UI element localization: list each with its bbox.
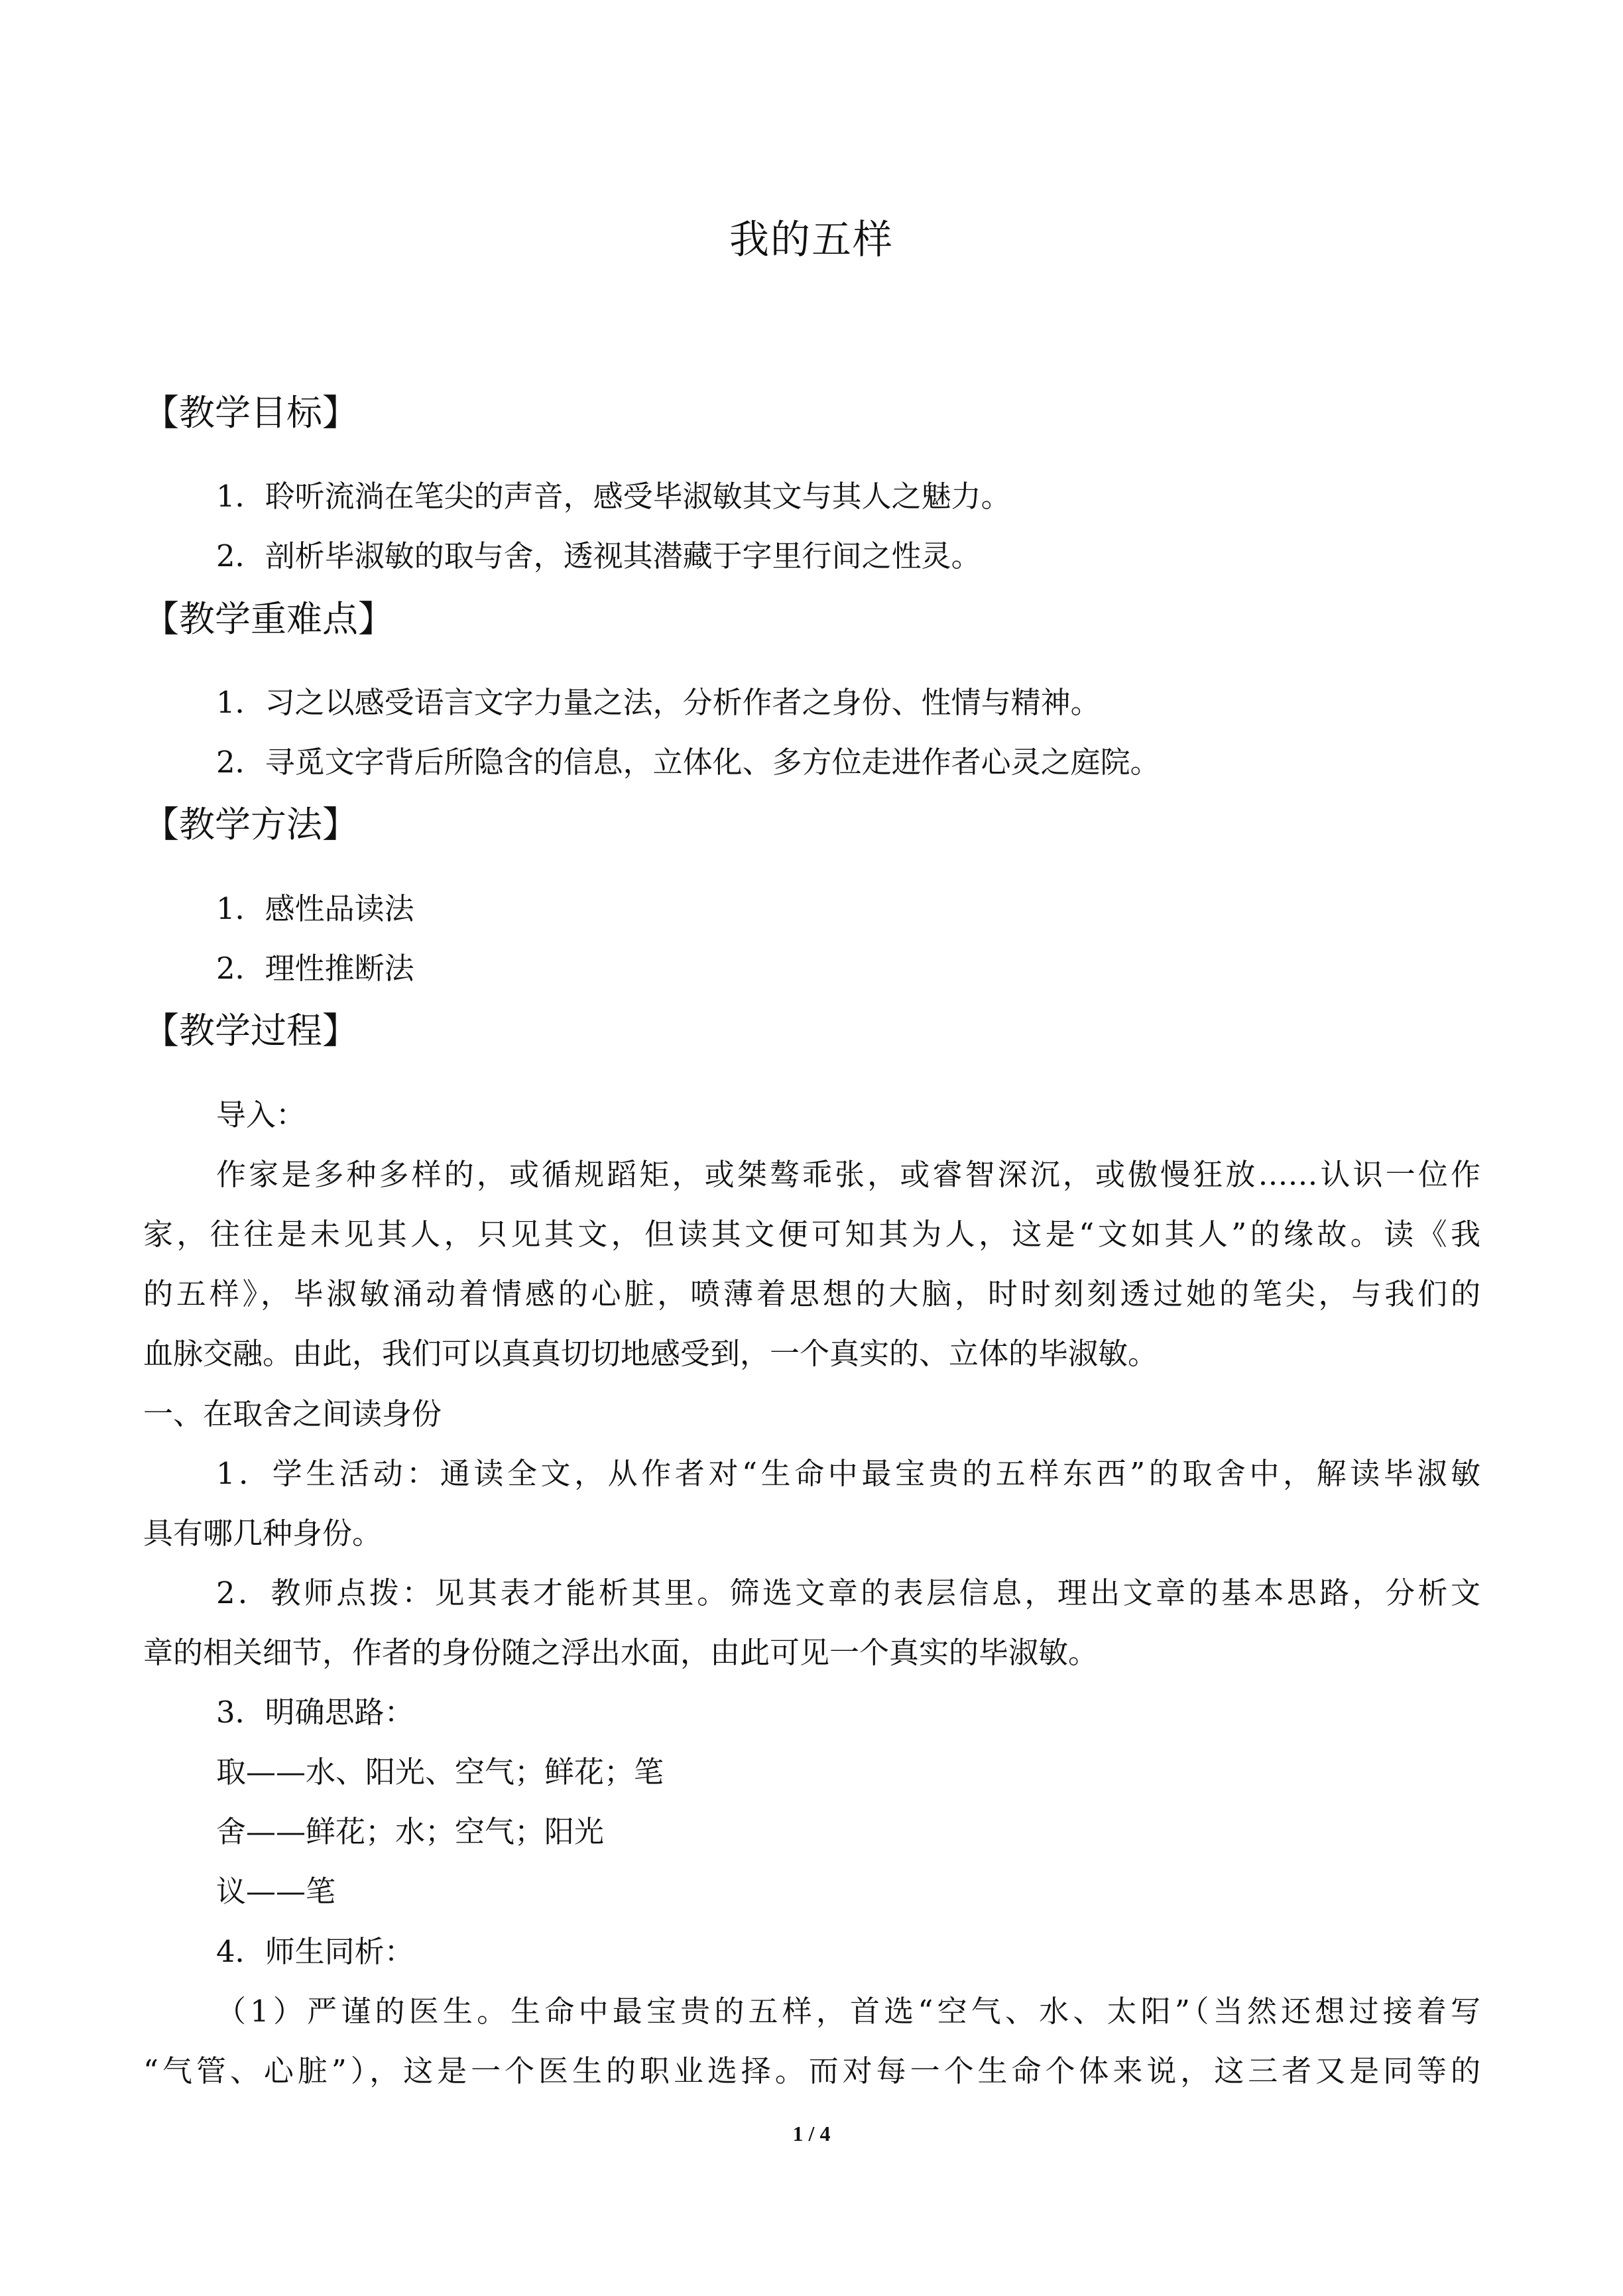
objective-item: 1．聆听流淌在笔尖的声音，感受毕淑敏其文与其人之魅力。 — [216, 479, 1011, 514]
page-title: 我的五样 — [729, 217, 894, 263]
section-heading-objectives: 【教学目标】 — [143, 392, 358, 434]
part-one-title: 一、在取舍之间读身份 — [143, 1396, 442, 1431]
key-point-item: 1．习之以感受语言文字力量之法，分析作者之身份、性情与精神。 — [216, 685, 1101, 720]
section-heading-methods: 【教学方法】 — [143, 804, 358, 845]
student-activity-line: 1．学生活动：通读全文，从作者对“生命中最宝贵的五样东西”的取舍中，解读毕淑敏 — [216, 1456, 1480, 1491]
intro-label: 导入： — [216, 1097, 306, 1132]
key-point-item: 2．寻觅文字背后所隐含的信息，立体化、多方位走进作者心灵之庭院。 — [216, 745, 1160, 780]
section-heading-key-points: 【教学重难点】 — [143, 598, 394, 640]
take-line: 取——水、阳光、空气；鲜花；笔 — [216, 1754, 664, 1789]
method-item: 1．感性品读法 — [216, 891, 414, 926]
teacher-guidance-line: 章的相关细节，作者的身份随之浮出水面，由此可见一个真实的毕淑敏。 — [143, 1635, 1099, 1670]
objective-item: 2．剖析毕淑敏的取与舍，透视其潜藏于字里行间之性灵。 — [216, 538, 981, 574]
clarify-label: 3．明确思路： — [216, 1695, 414, 1730]
method-item: 2．理性推断法 — [216, 951, 414, 986]
analysis-line: （1）严谨的医生。生命中最宝贵的五样，首选“空气、水、太阳”（当然还想过接着写 — [216, 1994, 1480, 2029]
page-number: 1 / 4 — [792, 2122, 831, 2145]
give-up-line: 舍——鲜花；水；空气；阳光 — [216, 1814, 605, 1849]
teacher-guidance-line: 2．教师点拨：见其表才能析其里。筛选文章的表层信息，理出文章的基本思路，分析文 — [216, 1575, 1480, 1610]
intro-paragraph-line: 血脉交融。由此，我们可以真真切切地感受到，一个真实的、立体的毕淑敏。 — [143, 1336, 1158, 1371]
intro-paragraph-line: 家，往往是未见其人，只见其文，但读其文便可知其为人，这是“文如其人”的缘故。读《我 — [143, 1217, 1480, 1252]
discuss-line: 议——笔 — [216, 1874, 336, 1909]
intro-paragraph-line: 作家是多种多样的，或循规蹈矩，或桀骜乖张，或睿智深沉，或傲慢狂放……认识一位作 — [216, 1157, 1480, 1192]
analysis-label: 4．师生同析： — [216, 1934, 414, 1969]
intro-paragraph-line: 的五样》，毕淑敏涌动着情感的心脏，喷薄着思想的大脑，时时刻刻透过她的笔尖，与我们的 — [143, 1276, 1480, 1311]
section-heading-process: 【教学过程】 — [143, 1010, 358, 1052]
analysis-line: “气管、心脏”），这是一个医生的职业选择。而对每一个生命个体来说，这三者又是同等的 — [143, 2053, 1480, 2088]
student-activity-line: 具有哪几种身份。 — [143, 1516, 383, 1551]
